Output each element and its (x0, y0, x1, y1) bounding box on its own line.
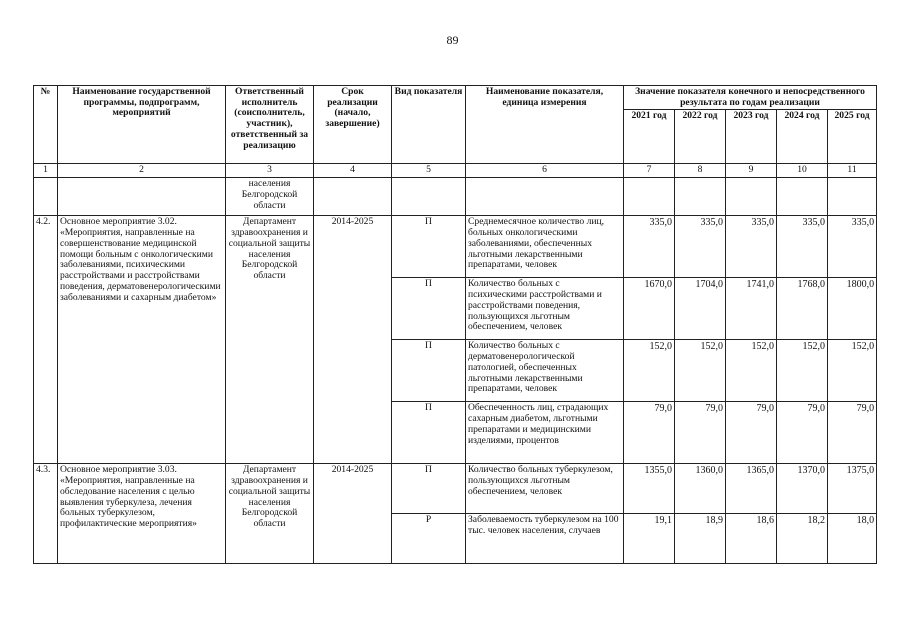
value-cell: 1360,0 (675, 464, 726, 514)
header-no: № (34, 86, 58, 164)
indicator-kind: П (392, 216, 466, 278)
value-cell: 335,0 (624, 216, 675, 278)
header-kind: Вид показателя (392, 86, 466, 164)
executor: Департамент здравоохранения и социальной защиты населения Белгородской области (226, 216, 314, 464)
indicator-name: Количество больных с дерматовенерологической патологией, обеспеченных льготными лекарственными препаратами, человек (466, 340, 624, 402)
indicator-name: Количество больных туберкулезом, пользующихся льготным обеспечением, человек (466, 464, 624, 514)
column-number: 4 (314, 164, 392, 178)
header-year: 2024 год (777, 110, 828, 164)
value-cell: 1365,0 (726, 464, 777, 514)
value-cell: 152,0 (828, 340, 877, 402)
column-number: 11 (828, 164, 877, 178)
indicator-name: Обеспеченность лиц, страдающих сахарным диабетом, льготными препаратами и медицинскими изделиями, процентов (466, 402, 624, 464)
value-cell: 1768,0 (777, 278, 828, 340)
indicator-kind: П (392, 340, 466, 402)
indicator-name: Среднемесячное количество лиц, больных онкологическими заболеваниями, обеспеченных льготными лекарственными препаратами, человек (466, 216, 624, 278)
value-cell: 19,1 (624, 514, 675, 564)
value-cell: 335,0 (675, 216, 726, 278)
value-cell: 79,0 (624, 402, 675, 464)
value-cell: 1704,0 (675, 278, 726, 340)
value-cell: 152,0 (726, 340, 777, 402)
header-program: Наименование государственной программы, подпрограмм, мероприятий (58, 86, 226, 164)
value-cell: 152,0 (777, 340, 828, 402)
indicator-kind: П (392, 278, 466, 340)
executor-continuation: населения Белгородской области (226, 178, 314, 216)
value-cell: 152,0 (624, 340, 675, 402)
column-number: 5 (392, 164, 466, 178)
column-number: 3 (226, 164, 314, 178)
indicator-kind: П (392, 464, 466, 514)
table-row (34, 464, 877, 514)
value-cell: 1800,0 (828, 278, 877, 340)
indicator-name: Количество больных с психическими расстройствами и расстройствами поведения, пользующихся льготным обеспечением, человек (466, 278, 624, 340)
value-cell: 79,0 (675, 402, 726, 464)
value-cell: 1355,0 (624, 464, 675, 514)
column-number: 8 (675, 164, 726, 178)
header-year: 2023 год (726, 110, 777, 164)
value-cell: 335,0 (726, 216, 777, 278)
indicator-name: Заболеваемость туберкулезом на 100 тыс. человек населения, случаев (466, 514, 624, 564)
value-cell: 152,0 (675, 340, 726, 402)
value-cell: 79,0 (726, 402, 777, 464)
header-year: 2022 год (675, 110, 726, 164)
column-number: 2 (58, 164, 226, 178)
column-number: 9 (726, 164, 777, 178)
value-cell: 335,0 (828, 216, 877, 278)
program-name: Основное мероприятие 3.02. «Мероприятия, направленные на совершенствование медицинской помощи больным с онкологическими заболеваниями, психическими расстройствами и расстройствами поведения, дерматовенерологическими заболеваниями и сахарным диабетом» (58, 216, 226, 464)
program-name: Основное мероприятие 3.03. «Мероприятия, направленные на обследование населения с целью выявления туберкулеза, лечения больных туберкулезом, профилактические мероприятия» (58, 464, 226, 564)
period: 2014-2025 (314, 216, 392, 464)
value-cell: 1741,0 (726, 278, 777, 340)
header-year: 2025 год (828, 110, 877, 164)
column-number-row (34, 164, 877, 178)
section-number: 4.2. (34, 216, 58, 464)
column-number: 10 (777, 164, 828, 178)
value-cell: 79,0 (828, 402, 877, 464)
section-number: 4.3. (34, 464, 58, 564)
value-cell: 18,2 (777, 514, 828, 564)
column-number: 1 (34, 164, 58, 178)
period: 2014-2025 (314, 464, 392, 564)
value-cell: 18,6 (726, 514, 777, 564)
value-cell: 1370,0 (777, 464, 828, 514)
value-cell: 18,9 (675, 514, 726, 564)
executor: Департамент здравоохранения и социальной защиты населения Белгородской области (226, 464, 314, 564)
continuation-row (34, 178, 877, 216)
column-number: 7 (624, 164, 675, 178)
value-cell: 335,0 (777, 216, 828, 278)
header-indicator: Наименование показателя, единица измерения (466, 86, 624, 164)
value-cell: 1375,0 (828, 464, 877, 514)
column-number: 6 (466, 164, 624, 178)
value-cell: 1670,0 (624, 278, 675, 340)
table-row (34, 216, 877, 278)
header-period: Срок реализации (начало, завершение) (314, 86, 392, 164)
header-values-group: Значение показателя конечного и непосредственного результата по годам реализации (624, 86, 877, 110)
indicator-kind: П (392, 402, 466, 464)
header-year: 2021 год (624, 110, 675, 164)
indicator-kind: Р (392, 514, 466, 564)
header-executor: Ответственный исполнитель (соисполнитель, участник), ответственный за реализацию (226, 86, 314, 164)
value-cell: 18,0 (828, 514, 877, 564)
value-cell: 79,0 (777, 402, 828, 464)
page-number: 89 (446, 33, 459, 47)
program-table (33, 85, 877, 564)
